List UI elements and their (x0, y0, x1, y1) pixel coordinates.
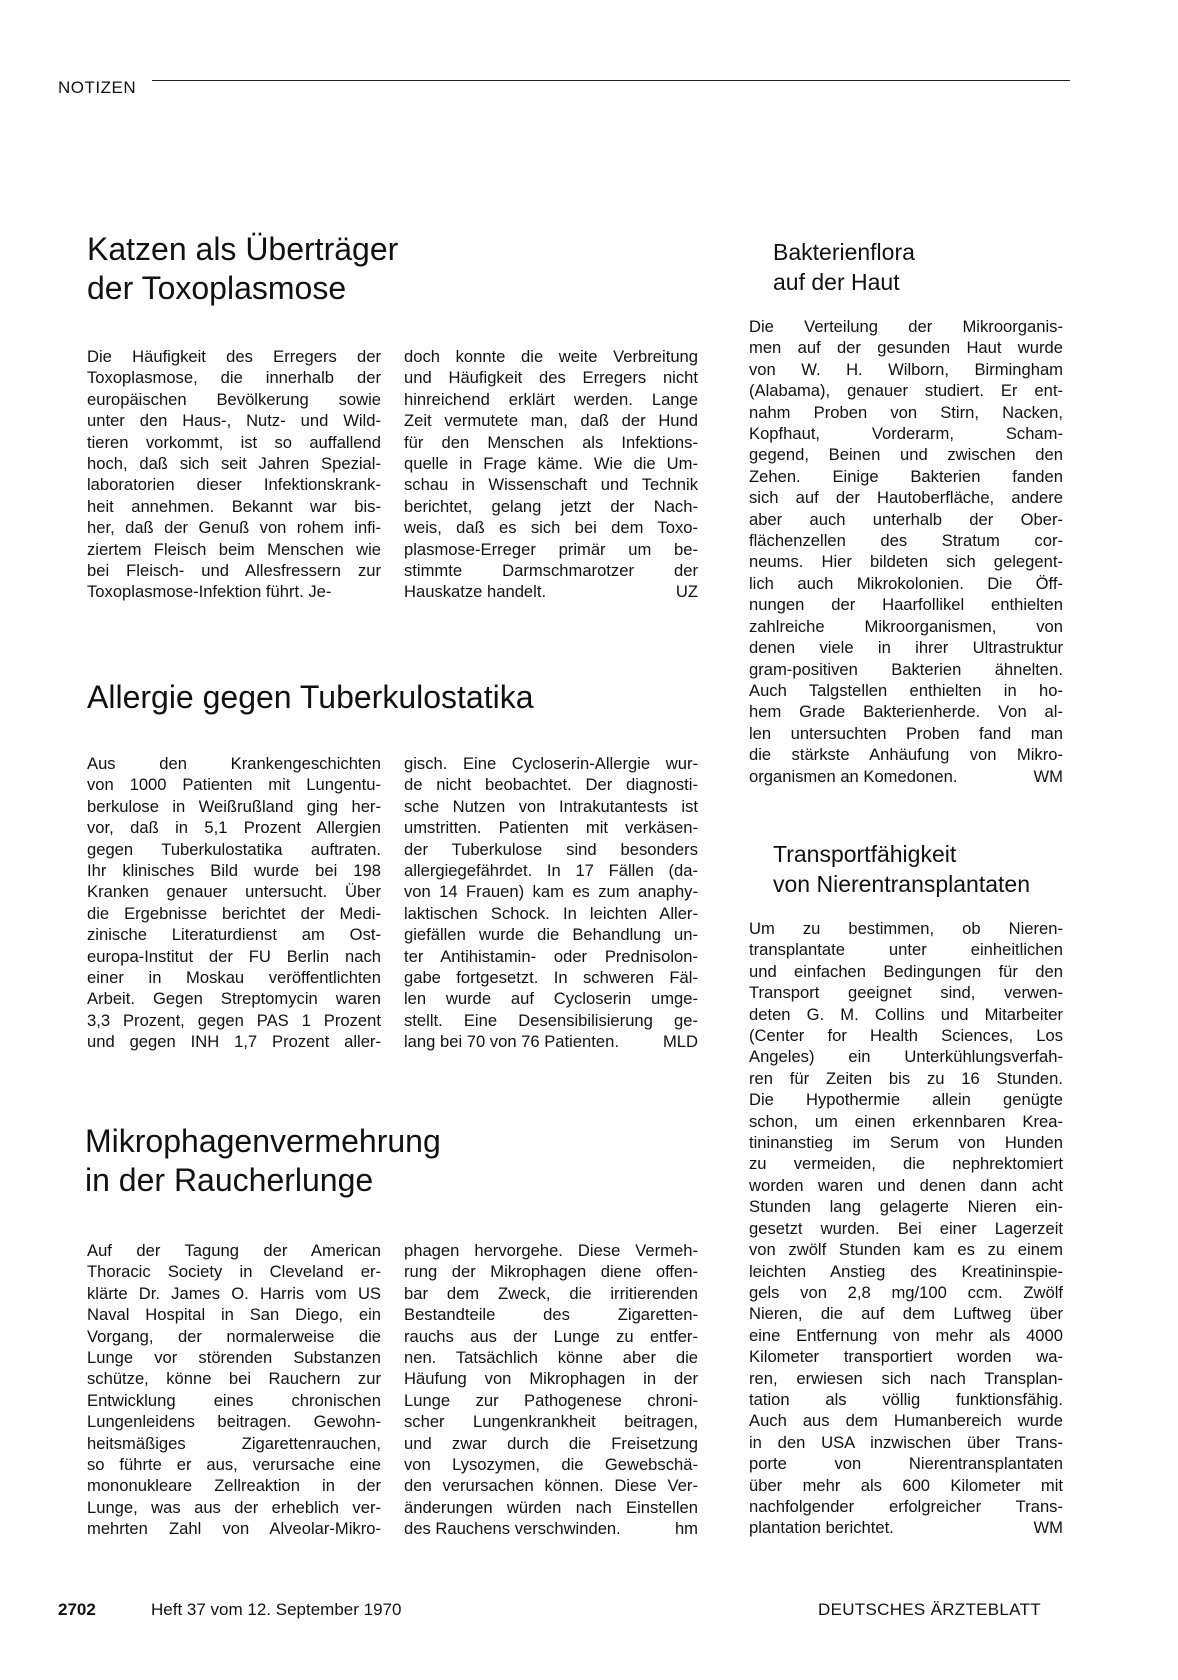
text-line: nahm Proben von Stirn, Nacken, (749, 402, 1063, 422)
text-line: ren, erwiesen sich nach Transplan- (749, 1368, 1063, 1388)
text-line: zu vermeiden, die nephrektomiert (749, 1154, 1063, 1174)
article-column (87, 346, 381, 603)
author-signature: MLD (662, 1032, 698, 1052)
text-line: gels von 2,8 mg/100 ccm. Zwölf (749, 1282, 1063, 1302)
text-line: schütze, könne bei Rauchern zur (87, 1369, 381, 1389)
text-line: allergiegefährdet. In 17 Fällen (da- (404, 861, 698, 881)
text-line: unter den Haus-, Nutz- und Wild- (87, 411, 381, 431)
text-line: tieren vorkommt, ist so auffallend (87, 432, 381, 452)
article-column (404, 1240, 698, 1540)
text-line: des Rauchens verschwinden. (404, 1519, 621, 1539)
text-line: und gegen INH 1,7 Prozent aller- (87, 1032, 381, 1052)
text-line: Lungenleidens beitragen. Gewohn- (87, 1412, 381, 1432)
text-line: die Ergebnisse berichtet der Medi- (87, 903, 381, 923)
author-signature: WM (1033, 766, 1063, 786)
title-line: in der Raucherlunge (85, 1162, 374, 1199)
text-line: für den Menschen als Infektions- (404, 432, 698, 452)
text-line: Die Verteilung der Mikroorganis- (749, 317, 1063, 336)
closing-line (404, 581, 698, 602)
text-line: porte von Nierentransplantaten (749, 1454, 1063, 1474)
text-line: ziertem Fleisch beim Menschen wie (87, 539, 381, 559)
text-line: vor, daß in 5,1 Prozent Allergien (87, 818, 381, 838)
text-line: deten G. M. Collins und Mitarbeiter (749, 1004, 1063, 1024)
author-signature: hm (674, 1519, 698, 1539)
text-line: rauchs aus der Lunge zu entfer- (404, 1326, 698, 1346)
text-line: Thoracic Society in Cleveland er- (87, 1262, 381, 1282)
text-line: sich auf der Hautoberfläche, andere (749, 488, 1063, 508)
text-line: änderungen würden nach Einstellen (404, 1497, 698, 1517)
text-line: gisch. Eine Cycloserin-Allergie wur- (404, 754, 698, 773)
text-line: Zeit vermutete man, daß der Hund (404, 411, 698, 431)
text-line: mononukleare Zellreaktion in der (87, 1476, 381, 1496)
text-line: ren für Zeiten bis zu 16 Stunden. (749, 1068, 1063, 1088)
text-line: de nicht beobachtet. Der diagnosti- (404, 775, 698, 795)
author-signature: WM (1033, 1518, 1063, 1538)
text-line: giefällen wurde die Behandlung un- (404, 925, 698, 945)
article-column (87, 1240, 381, 1540)
closing-line (404, 1031, 698, 1052)
article-column (404, 346, 698, 603)
title-line: Katzen als Überträger (87, 231, 399, 267)
text-line: stellt. Eine Desensibilisierung ge- (404, 1010, 698, 1030)
text-line: einer in Moskau veröffentlichten (87, 968, 381, 988)
article-title-bakterienflora (773, 237, 915, 298)
title-line: Bakterienflora (773, 239, 915, 265)
text-line: gesetzt wurden. Bei einer Lagerzeit (749, 1218, 1063, 1238)
text-line: und Häufigkeit des Erregers nicht (404, 368, 698, 388)
text-line: eine Entfernung von mehr als 4000 (749, 1325, 1063, 1345)
title-line: Mikrophagenvermehrung (85, 1123, 441, 1159)
article-title-raucherlunge (85, 1122, 441, 1200)
text-line: tininanstieg im Serum von Hunden (749, 1133, 1063, 1153)
text-line: sche Nutzen von Intrakutantests ist (404, 796, 698, 816)
section-header: NOTIZEN (58, 78, 137, 97)
text-line: in den USA inzwischen über Trans- (749, 1432, 1063, 1452)
journal-name: DEUTSCHES ÄRZTEBLATT (818, 1600, 1041, 1619)
text-line: schon, um einen erkennbaren Krea- (749, 1111, 1063, 1131)
text-line: 3,3 Prozent, gegen PAS 1 Prozent (87, 1010, 381, 1030)
text-line: nungen der Haarfollikel enthielten (749, 595, 1063, 615)
text-line: Lunge vor störenden Substanzen (87, 1348, 381, 1368)
text-line: Häufung von Mikrophagen in der (404, 1369, 698, 1389)
text-line: Lunge zur Pathogenese chroni- (404, 1390, 698, 1410)
text-line: über mehr als 600 Kilometer mit (749, 1475, 1063, 1495)
text-line: Die Häufigkeit des Erregers der (87, 347, 381, 366)
text-line: tation als völlig funktionsfähig. (749, 1389, 1063, 1409)
text-line: Lunge, was aus der erheblich ver- (87, 1497, 381, 1517)
title-line: auf der Haut (773, 269, 900, 296)
text-line: gegen Tuberkulostatika auftraten. (87, 839, 381, 859)
text-line: Toxoplasmose-Infektion führt. Je- (87, 582, 332, 602)
text-line: zinische Literaturdienst am Ost- (87, 925, 381, 945)
text-line: Nieren, die auf dem Luftweg über (749, 1304, 1063, 1324)
article-title-tuberkulostatika (87, 678, 534, 717)
text-line: Um zu bestimmen, ob Nieren- (749, 919, 1063, 938)
text-line: berkulose in Weißrußland ging her- (87, 796, 381, 816)
text-line: Kranken genauer untersucht. Über (87, 882, 381, 902)
text-line: mehrten Zahl von Alveolar-Mikro- (87, 1519, 381, 1539)
text-line: Kopfhaut, Vorderarm, Scham- (749, 424, 1063, 444)
text-line: von W. H. Wilborn, Birmingham (749, 359, 1063, 379)
text-line: Hauskatze handelt. (404, 582, 547, 602)
text-line: schau in Wissenschaft und Technik (404, 475, 698, 495)
text-line: nen. Tatsächlich könne aber die (404, 1348, 698, 1368)
text-line: phagen hervorgehe. Diese Vermeh- (404, 1241, 698, 1260)
text-line: (Alabama), genauer studiert. Er ent- (749, 381, 1063, 401)
text-line: neums. Hier bildeten sich gelegent- (749, 552, 1063, 572)
text-line: plasmose-Erreger primär um be- (404, 539, 698, 559)
text-line: stimmte Darmschmarotzer der (404, 561, 698, 581)
text-line: plantation berichtet. (749, 1518, 894, 1538)
text-line: Auch aus dem Humanbereich wurde (749, 1411, 1063, 1431)
text-line: len wurde auf Cycloserin umge- (404, 989, 698, 1009)
text-line: Aus den Krankengeschichten (87, 754, 381, 773)
text-line: scher Lungenkrankheit beitragen, (404, 1412, 698, 1432)
text-line: den verursachen können. Diese Ver- (404, 1476, 698, 1496)
text-line: Bestandteile des Zigaretten- (404, 1305, 698, 1325)
text-line: her, daß der Genuß von rohem infi- (87, 518, 381, 538)
text-line: der Tuberkulose sind besonders (404, 839, 698, 859)
text-line: Vorgang, der normalerweise die (87, 1326, 381, 1346)
closing-line (404, 1518, 698, 1539)
text-line: heitsmäßiges Zigarettenrauchen, (87, 1433, 381, 1453)
text-line: Toxoplasmose, die innerhalb der (87, 368, 381, 388)
closing-line (749, 1517, 1063, 1538)
text-line: worden waren und denen dann acht (749, 1175, 1063, 1195)
text-line: organismen an Komedonen. (749, 766, 958, 786)
text-line: laboratorien dieser Infektionskrank- (87, 475, 381, 495)
text-line: nachfolgender erfolgreicher Trans- (749, 1496, 1063, 1516)
text-line: Stunden lang gelagerte Nieren ein- (749, 1197, 1063, 1217)
text-line: quelle in Frage käme. Wie die Um- (404, 454, 698, 474)
text-line: rung der Mikrophagen diene offen- (404, 1262, 698, 1282)
article-column (749, 918, 1063, 1539)
author-signature: UZ (675, 582, 698, 602)
text-line: Zehen. Einige Bakterien fanden (749, 466, 1063, 486)
issue-date: Heft 37 vom 12. September 1970 (151, 1600, 402, 1619)
text-line: von 1000 Patienten mit Lungentu- (87, 775, 381, 795)
text-line: und zwar durch die Freisetzung (404, 1433, 698, 1453)
article-title-toxoplasmose (87, 230, 398, 308)
text-line: klärte Dr. James O. Harris vom US (87, 1283, 381, 1303)
text-line: hinreichend erklärt werden. Lange (404, 389, 698, 409)
text-line: Ihr klinisches Bild wurde bei 198 (87, 861, 381, 881)
text-line: die stärkste Anhäufung von Mikro- (749, 745, 1063, 765)
text-line: Auch Talgstellen enthielten in ho- (749, 680, 1063, 700)
title-line: der Toxoplasmose (87, 270, 347, 307)
text-line: lich auch Mikrokolonien. Die Öff- (749, 573, 1063, 593)
text-line: europa-Institut der FU Berlin nach (87, 946, 381, 966)
text-line: ter Antihistamin- oder Prednisolon- (404, 946, 698, 966)
text-line: gegend, Beinen und zwischen den (749, 445, 1063, 465)
text-line: len untersuchten Proben fand man (749, 723, 1063, 743)
text-line: hoch, daß sich seit Jahren Spezial- (87, 454, 381, 474)
article-title-nierentransplantate (773, 839, 1030, 900)
text-line: denen viele in ihrer Ultrastruktur (749, 638, 1063, 658)
text-line: und einfachen Bedingungen für den (749, 961, 1063, 981)
text-line: Angeles) ein Unterkühlungsverfah- (749, 1047, 1063, 1067)
text-line: bar dem Zweck, die irritierenden (404, 1283, 698, 1303)
text-line: zahlreiche Mikroorganismen, von (749, 616, 1063, 636)
text-line: Transport geeignet sind, verwen- (749, 983, 1063, 1003)
text-line: Die Hypothermie allein genügte (749, 1090, 1063, 1110)
text-line: gram-positiven Bakterien ähnelten. (749, 659, 1063, 679)
text-line: transplantate unter einheitlichen (749, 940, 1063, 960)
text-line: berichtet, gelang jetzt der Nach- (404, 496, 698, 516)
text-line: von 14 Frauen) kam es zum anaphy- (404, 882, 698, 902)
title-line: Transportfähigkeit (773, 841, 957, 867)
text-line: von zwölf Stunden kam es zu einem (749, 1240, 1063, 1260)
title-line: Allergie gegen Tuberkulostatika (87, 679, 534, 715)
text-line: hem Grade Bakterienherde. Von al- (749, 702, 1063, 722)
text-line: aber auch unterhalb der Ober- (749, 509, 1063, 529)
closing-line (749, 766, 1063, 787)
article-column (404, 753, 698, 1053)
text-line: so führte er aus, verursache eine (87, 1455, 381, 1475)
text-line: flächenzellen des Stratum cor- (749, 531, 1063, 551)
page-number: 2702 (58, 1600, 96, 1619)
text-line: heit annehmen. Bekannt war bis- (87, 496, 381, 516)
header-rule (152, 80, 1070, 81)
text-line: umstritten. Patienten mit verkäsen- (404, 818, 698, 838)
text-line: europäischen Bevölkerung sowie (87, 389, 381, 409)
text-line: laktischen Schock. In leichten Aller- (404, 903, 698, 923)
text-line: men auf der gesunden Haut wurde (749, 338, 1063, 358)
text-line: von Lysozymen, die Gewebschä- (404, 1455, 698, 1475)
text-line: (Center for Health Sciences, Los (749, 1026, 1063, 1046)
text-line: Naval Hospital in San Diego, ein (87, 1305, 381, 1325)
text-line: lang bei 70 von 76 Patienten. (404, 1032, 619, 1052)
text-line: Arbeit. Gegen Streptomycin waren (87, 989, 381, 1009)
article-column (749, 316, 1063, 787)
text-line: Entwicklung eines chronischen (87, 1390, 381, 1410)
article-column (87, 753, 381, 1053)
text-line: weis, daß es sich bei dem Toxo- (404, 518, 698, 538)
title-line: von Nierentransplantaten (773, 871, 1030, 898)
text-line: bei Fleisch- und Allesfressern zur (87, 561, 381, 581)
text-line: doch konnte die weite Verbreitung (404, 347, 698, 366)
text-line: leichten Anstieg des Kreatininspie- (749, 1261, 1063, 1281)
text-line: Auf der Tagung der American (87, 1241, 381, 1260)
text-line: gabe fortgesetzt. In schweren Fäl- (404, 968, 698, 988)
text-line: Kilometer transportiert worden wa- (749, 1347, 1063, 1367)
